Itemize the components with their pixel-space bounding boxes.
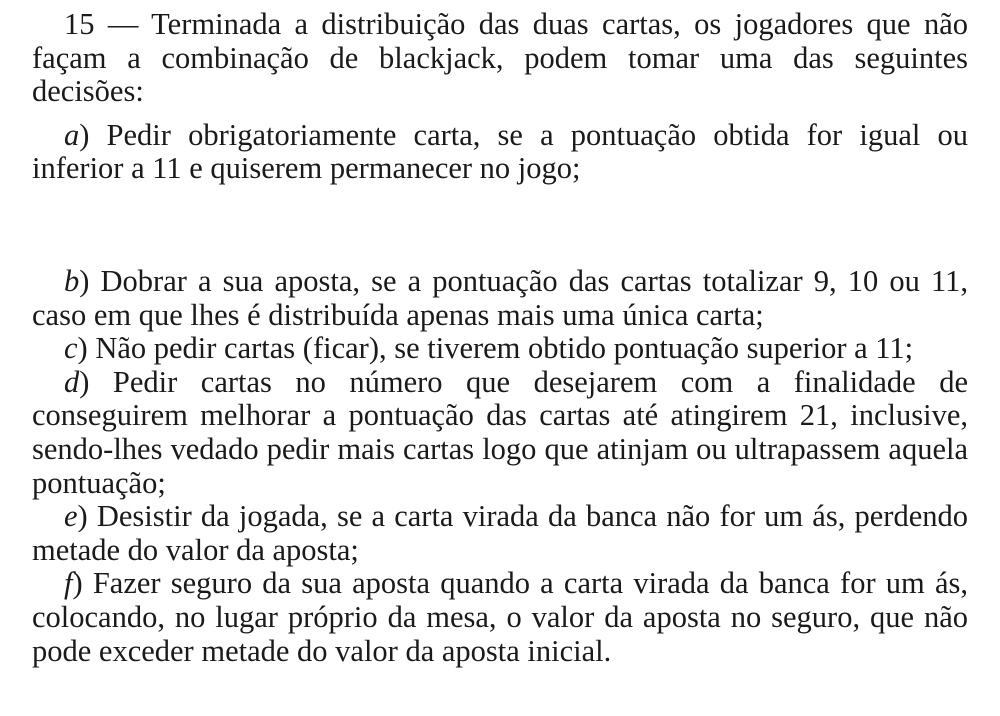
item-text: ) Dobrar a sua aposta, se a pontuação das cartas totalizar 9, 10 ou 11, caso em que lhes é distribuída apenas mais uma única carta; bbox=[32, 263, 968, 332]
item-letter: c bbox=[64, 331, 78, 366]
item-letter: d bbox=[64, 364, 80, 399]
item-text: ) Desistir da jogada, se a carta virada da banca não for um ás, perdendo metade do valor da aposta; bbox=[32, 499, 968, 567]
item-letter: a bbox=[64, 117, 80, 152]
list-item-e bbox=[32, 500, 968, 567]
item-text: ) Não pedir cartas (ficar), se tiverem obtido pontuação superior a 11; bbox=[77, 331, 914, 366]
item-text: ) Pedir obrigatoriamente carta, se a pontuação obtida for igual ou inferior a 11 e quiserem permanecer no jogo; bbox=[32, 117, 968, 186]
item-text: ) Fazer seguro da sua aposta quando a carta virada da banca for um ás, colocando, no lugar próprio da mesa, o valor da aposta no seguro, que não pode exceder metade do valor da aposta inicial. bbox=[32, 566, 968, 668]
item-letter: b bbox=[64, 263, 80, 298]
article-intro: 15 — Terminada a distribuição das duas cartas, os jogadores que não façam a combinação de blackjack, podem tomar uma das seguintes decisões: bbox=[32, 7, 968, 109]
list-item-c bbox=[32, 332, 968, 366]
item-text: ) Pedir cartas no número que desejarem com a finalidade de conseguirem melhorar a pontuação das cartas até atingirem 21, inclusive, sendo-lhes vedado pedir mais cartas logo que atinjam ou ultrapassem aquela pontuação; bbox=[32, 364, 968, 500]
item-letter: f bbox=[64, 566, 73, 601]
list-item-b bbox=[32, 265, 968, 332]
document-page bbox=[32, 8, 968, 668]
list-item-a bbox=[32, 119, 968, 186]
list-item-f bbox=[32, 567, 968, 668]
item-letter: e bbox=[64, 499, 78, 534]
list-item-d bbox=[32, 366, 968, 500]
